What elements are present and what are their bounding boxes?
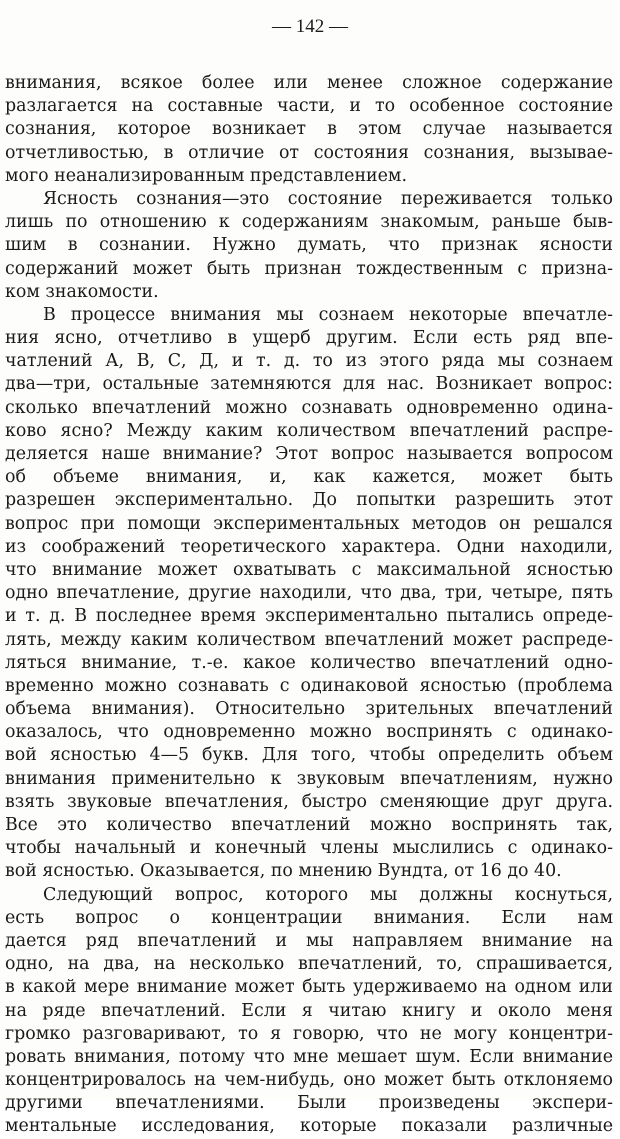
text-line: на ряде впечатлений. Если я читаю книгу и около меня xyxy=(5,1000,613,1021)
text-line: ком знакомости. xyxy=(5,281,159,302)
text-line: и т. д. В последнее время экспериментально пытались опреде- xyxy=(5,606,613,627)
text-line: отчетливостью, в отличие от состояния сознания, вызывае- xyxy=(5,142,613,163)
text-line: Все это количество впечатлений можно воспринять так, xyxy=(5,815,613,835)
text-line: оказалось, что одновременно можно воспринять с одинако- xyxy=(5,722,613,743)
text-line: одно впечатление, другие находили, что два, три, четыре, пять xyxy=(5,583,613,604)
text-line: объема внимания). Относительно зрительных впечатлений xyxy=(5,699,613,720)
text-line: громко разговаривают, то я говорю, что не могу концентри- xyxy=(5,1023,613,1044)
text-line: шим в сознании. Нужно думать, что признак ясности xyxy=(5,235,613,256)
text-line: концентрировалось на чем-нибудь, оно может быть отклоняемо xyxy=(5,1070,613,1091)
text-line: деляется наше внимание? Этот вопрос называется вопросом xyxy=(5,444,613,464)
text-line: лять, между каким количеством впечатлений может распреде- xyxy=(5,629,613,650)
text-line: временно можно сознавать с одинаковой ясностью (проблема xyxy=(5,675,613,696)
text-line: Ясность сознания—это состояние переживается только xyxy=(43,188,613,209)
text-line: одно, на два, на несколько впечатлений, то, спрашивается, xyxy=(5,954,613,975)
text-line: есть вопрос о концентрации внимания. Если нам xyxy=(5,907,613,928)
text-line: взять звуковые впечатления, быстро сменяющие друг друга. xyxy=(5,791,613,812)
text-line: ровать внимания, потому что мне мешает шум. Если внимание xyxy=(5,1046,613,1067)
text-line: сознания, которое возникает в этом случае называется xyxy=(5,119,613,140)
text-line: из соображений теоретического характера. Одни находили, xyxy=(5,536,613,557)
text-line: Следующий вопрос, которого мы должны коснуться, xyxy=(43,884,613,905)
text-line: внимания применительно к звуковым впечатлениям, нужно xyxy=(5,768,613,789)
text-line: В процессе внимания мы сознаем некоторые впечатле- xyxy=(43,304,613,325)
text-line: вой ясностью 4—5 букв. Для того, чтобы определить объем xyxy=(5,745,613,766)
text-line: вопрос при помощи экспериментальных методов он решался xyxy=(5,513,613,534)
text-line: дается ряд впечатлений и мы направляем внимание на xyxy=(5,930,613,951)
text-line: об объеме внимания, и, как кажется, может быть xyxy=(5,467,613,488)
text-line: разрешен экспериментально. До попытки разрешить этот xyxy=(5,490,613,511)
text-line: внимания, всякое более или менее сложное содержание xyxy=(5,73,613,93)
text-line: ково ясно? Между каким количеством впечатлений распре- xyxy=(5,420,613,441)
text-line: вой ясностью. Оказывается, по мнению Вундта, от 16 до 40. xyxy=(5,861,562,882)
text-line: ния ясно, отчетливо в ущерб другим. Если есть ряд впе- xyxy=(5,328,613,349)
page-number: — 142 — xyxy=(272,16,348,37)
body-text xyxy=(5,72,613,1139)
text-line: лишь по отношению к содержаниям знакомым, раньше быв- xyxy=(5,212,613,233)
text-line: чатлений А, В, С, Д, и т. д. то из этого ряда мы сознаем xyxy=(5,351,613,372)
text-line: сколько впечатлений можно сознавать одновременно одина- xyxy=(5,397,613,418)
text-line: ляться внимание, т.-е. какое количество впечатлений одно- xyxy=(5,652,613,673)
text-line: чтобы начальный и конечный члены мыслились с одинако- xyxy=(5,838,613,859)
text-line: ментальные исследования, которые показали различные xyxy=(5,1116,613,1137)
text-line: два—три, остальные затемняются для нас. Возникает вопрос: xyxy=(5,374,613,395)
text-line: что внимание может охватывать с максимальной ясностью xyxy=(5,559,613,580)
text-line: содержаний может быть признан тождественным с призна- xyxy=(5,258,613,279)
text-line: мого неанализированным представлением. xyxy=(5,165,407,186)
text-line: разлагается на составные части, и то особенное состояние xyxy=(5,96,613,117)
text-line: в какой мере внимание может быть удерживаемо на одном или xyxy=(5,977,613,998)
text-line: другими впечатлениями. Были произведены экспери- xyxy=(5,1093,613,1114)
